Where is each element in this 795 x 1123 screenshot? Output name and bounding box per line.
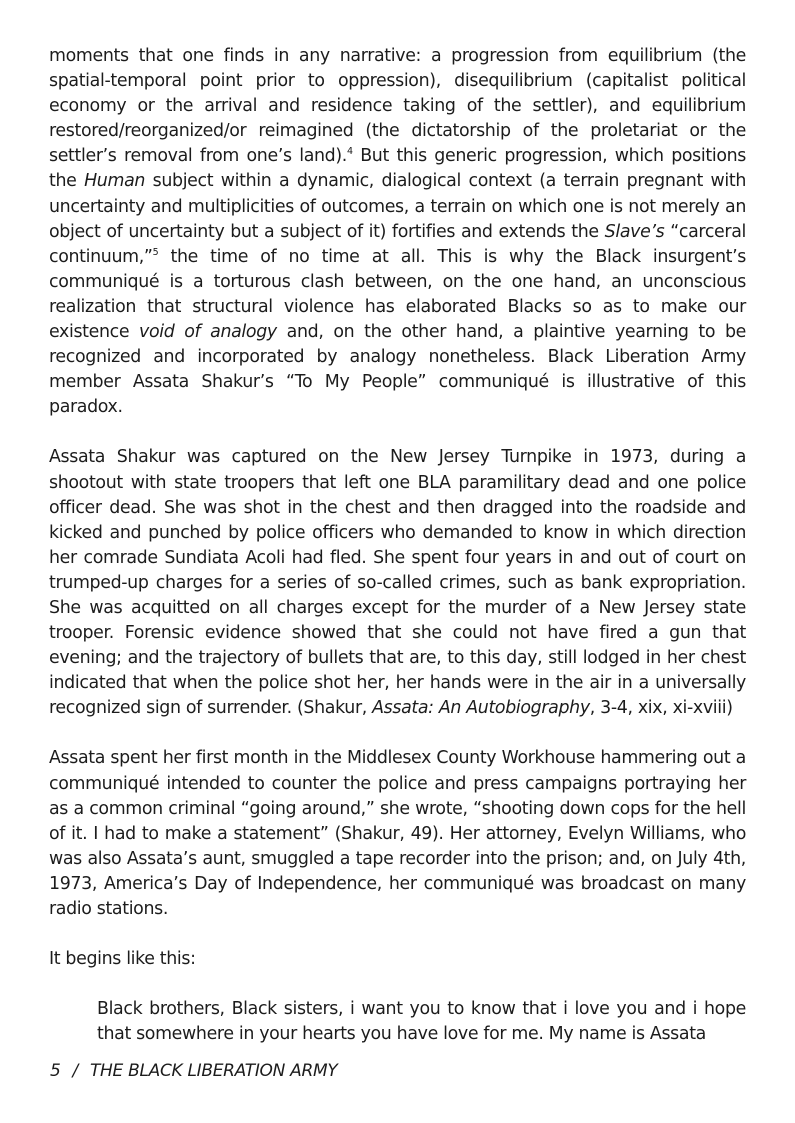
footnote-ref-4[interactable]: 4 <box>347 146 353 158</box>
text-run: moments that one finds in any narrative: a progression from equilibrium (the spatial-temporal point prior to oppression), disequilibrium (capitalist political economy or the arrival and residence taking of the settler), and equilibrium restored/reorganized/or reimagined (the dictatorship of the proletariat or the settler’s removal from one’s land). <box>49 46 746 167</box>
text-run: Assata Shakur was captured on the New Jersey Turnpike in 1973, during a shootout with state troopers that left one BLA paramilitary dead and one police officer dead. She was shot in the chest and then dragged into the roadside and kicked and punched by police officers who demanded to know in which direction her comrade Sundiata Acoli had fled. She spent four years in and out of court on trumped-up charges for a series of so-called crimes, such as bank expropriation. She was acquitted on all charges except for the murder of a New Jersey state trooper. Forensic evidence showed that she could not have fired a gun that evening; and the trajectory of bullets that are, to this day, still lodged in her chest indicated that when the police shot her, her hands were in the air in a universally recognized sign of surrender. (Shakur, <box>49 447 746 719</box>
text-run: “carceral continuum,” <box>49 221 746 267</box>
page-footer <box>50 1061 337 1081</box>
book-title: Assata: An Autobiography <box>372 698 590 719</box>
text-run: Assata spent her first month in the Middlesex County Workhouse hammering out a communiqué intended to counter the police and press campaigns portraying her as a common criminal “going around,” she wrote, “shooting down cops for the hell of it. I had to make a statement” (Shakur, 49). Her attorney, Evelyn Williams, who was also Assata’s aunt, smuggled a tape recorder into the prison; and, on July 4th, 1973, America’s Day of Independence, her communiqué was broadcast on many radio stations. <box>49 748 746 919</box>
emphasis-text: Human <box>84 171 146 192</box>
paragraph-1 <box>49 44 746 420</box>
emphasis-text: void of analogy <box>139 322 277 343</box>
running-title: THE BLACK LIBERATION ARMY <box>89 1061 338 1081</box>
footer-separator: / <box>72 1061 78 1081</box>
paragraph-2 <box>49 445 746 721</box>
page-body <box>49 44 746 1047</box>
text-run: , 3-4, xix, xi-xviii) <box>589 698 733 719</box>
text-run: It begins like this: <box>49 949 196 970</box>
text-run: subject within a dynamic, dialogical context (a terrain pregnant with uncertainty and multiplicities of outcomes, a terrain on which one is not merely an object of uncertainty but a subject of it) fortifies and extends the <box>49 171 747 242</box>
page-number: 5 <box>50 1061 61 1081</box>
text-run: and, on the other hand, a plaintive yearning to be recognized and incorporated by analogy nonetheless. Black Liberation Army member Assata Shakur’s “To My People” communiqué is illustrative of this paradox. <box>49 322 746 418</box>
paragraph-3 <box>49 746 746 922</box>
text-run: the time of no time at all. This is why the Black insurgent’s communiqué is a torturous clash between, on the one hand, an unconscious realization that structural violence has elaborated Blacks so as to make our existence <box>49 246 746 343</box>
blockquote: Black brothers, Black sisters, i want you to know that i love you and i hope that somewhere in your hearts you have love for me. My name is Assata <box>97 999 746 1045</box>
footnote-ref-5[interactable]: 5 <box>152 246 159 258</box>
paragraph-4 <box>49 947 746 972</box>
emphasis-text: Slave’s <box>604 221 665 242</box>
text-run: But this generic progression, which positions the <box>49 146 747 192</box>
